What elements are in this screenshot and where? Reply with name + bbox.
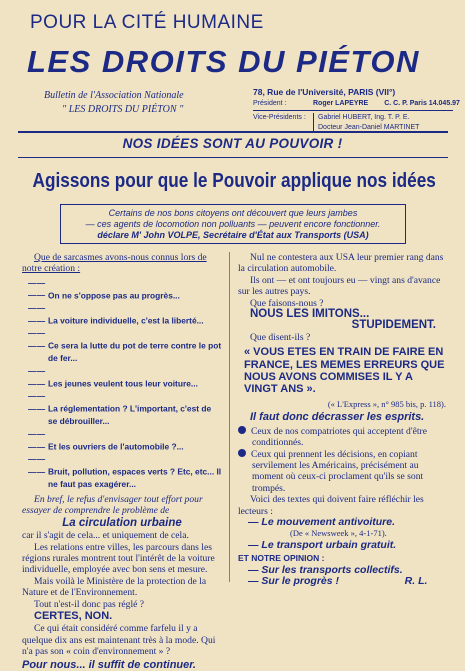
bulletin-line-2: " LES DROITS DU PIÉTON " bbox=[62, 104, 184, 115]
association-info bbox=[253, 88, 458, 132]
address: 78, Rue de l'Université, PARIS (VII°) bbox=[253, 87, 396, 97]
subhead-circulation: La circulation urbaine bbox=[62, 516, 182, 529]
caps-quote: « VOUS ETES EN TRAIN DE FAIRE EN FRANCE, LES MEMES ERREURS QUE NOUS AVONS COMMISES IL Y A VINGT ANS ». bbox=[244, 346, 445, 396]
bullet-item: Ceux de nos compatriotes qui acceptent d'être conditionnés. bbox=[238, 426, 446, 449]
slogan-divider bbox=[18, 157, 448, 158]
quote-line-1: Certains de nos bons citoyens ont découvert que leurs jambes bbox=[108, 208, 358, 218]
bullet-dot-icon bbox=[238, 426, 246, 434]
bulletin-line-1: Bulletin de l'Association Nationale bbox=[44, 90, 184, 101]
right-column bbox=[238, 252, 446, 587]
paragraph-voici: Voici des textes qui doivent faire réfléchir les lecteurs : bbox=[238, 494, 424, 517]
ccp-number: C. C. P. Paris 14.045.97 bbox=[384, 99, 460, 107]
left-column bbox=[22, 252, 222, 671]
slogan: NOS IDÉES SONT AU POUVOIR ! bbox=[122, 136, 343, 151]
president-row bbox=[253, 99, 458, 109]
transport-gratuit: — Le transport urbain gratuit. bbox=[248, 538, 397, 551]
paragraph-que-faisons: Que faisons-nous ? bbox=[250, 297, 324, 309]
list-item: — — — — Bruit, pollution, espaces verts ? Etc, etc... Il ne faut pas exagérer... bbox=[28, 454, 222, 490]
paragraph-mais: Mais voilà le Ministère de la protection de la Nature et de l'Environnement. bbox=[22, 575, 207, 599]
list-item: — — — — On ne s'oppose pas au progrès... bbox=[28, 277, 180, 301]
kicker-title: POUR LA CITÉ HUMAINE bbox=[30, 12, 264, 33]
paragraph-nul: Nul ne contestera aux USA leur premier rang dans la circulation automobile. bbox=[238, 252, 444, 275]
vice-presidents bbox=[253, 113, 458, 132]
sarcasm-list bbox=[22, 277, 222, 491]
paragraph-car: car il s'agit de cela... et uniquement de cela. bbox=[22, 530, 189, 542]
intro-text: Que de sarcasmes avons-nous connus lors de notre création : bbox=[22, 252, 207, 275]
sur-le-progres: — Sur le progrès ! R. L. bbox=[238, 576, 446, 587]
paragraph-ils: Ils ont — et ont toujours eu — vingt ans d'avance sur les autres pays. bbox=[238, 274, 441, 298]
decrasser-heading: Il faut donc décrasser les esprits. bbox=[250, 411, 425, 424]
sur-transports-collectifs: — Sur les transports collectifs. bbox=[248, 563, 403, 576]
info-divider bbox=[253, 110, 453, 111]
vp-2: Docteur Jean-Daniel MARTINET bbox=[318, 123, 420, 131]
paragraph-tout: Tout n'est-il donc pas réglé ? bbox=[34, 598, 145, 610]
nous-les-imitons: NOUS LES IMITONS... bbox=[250, 308, 370, 321]
vp-1: Gabriel HUBERT, Ing. T. P. E. bbox=[318, 114, 410, 121]
list-item: — — — — La réglementation ? L'important, c'est de se débrouiller... bbox=[28, 391, 212, 427]
list-item: — — — — Ce sera la lutte du pot de terre contre le pot de fer... bbox=[28, 328, 222, 364]
express-reference: (« L'Express », n° 985 bis, p. 118). bbox=[327, 398, 446, 409]
paragraph-ce: Ce qui était considéré comme farfelu il y a quelque dix ans est maintenant très à la mode. Qui n'a pas son « coin d'environnement » ? bbox=[22, 623, 216, 658]
bullet-dot-icon bbox=[238, 449, 246, 457]
paragraph-relations: Les relations entre villes, les parcours dans les régions rurales montrent tout l'intérêt de la voiture individuelle, employée avec bon sens et mesure. bbox=[22, 541, 215, 576]
quote-attribution: déclare M' John VOLPE, Secrétaire d'État aux Transports (USA) bbox=[97, 230, 369, 240]
quote-line-2: — ces agents de locomotion non polluants — peuvent encore fonctionner. bbox=[85, 219, 381, 229]
list-item: — — — — Et les ouvriers de l'automobile ?... bbox=[28, 428, 184, 452]
certes-non: CERTES, NON. bbox=[34, 609, 113, 622]
list-item: — — — — Les jeunes veulent tous leur voiture... bbox=[28, 365, 198, 389]
list-item: — — — — La voiture individuelle, c'est la liberté... bbox=[28, 303, 204, 326]
president-label: Président : bbox=[253, 99, 287, 107]
newsweek-reference: (De « Newsweek », 4-1-71). bbox=[290, 528, 387, 539]
stupidement: STUPIDEMENT. bbox=[351, 319, 436, 332]
mouvement-antivoiture: — Le mouvement antivoiture. bbox=[248, 515, 396, 528]
vp-label: Vice-Présidents : bbox=[253, 114, 306, 121]
bulletin-subtitle bbox=[44, 89, 254, 117]
paragraph-que-dit: Que disent-ils ? bbox=[250, 331, 311, 343]
quote-box bbox=[60, 204, 406, 244]
president-name: Roger LAPEYRE bbox=[313, 99, 369, 107]
headline: Agissons pour que le Pouvoir applique nos idées bbox=[32, 170, 436, 192]
author-initials: R. L. bbox=[404, 574, 428, 587]
bullet-item: Ceux qui prennent les décisions, en copiant servilement les Américains, précisément au moment où ceux-ci proclament qu'ils se sont trompés. bbox=[238, 449, 446, 495]
paragraph-bref: En bref, le refus d'envisager tout effort pour essayer de comprendre le problème de bbox=[22, 493, 203, 517]
column-divider bbox=[229, 252, 230, 582]
pour-nous: Pour nous... il suffit de continuer. bbox=[22, 658, 196, 671]
et-notre-opinion: ET NOTRE OPINION : bbox=[238, 553, 325, 564]
masthead-title: LES DROITS DU PIÉTON bbox=[27, 44, 420, 79]
header-divider bbox=[18, 131, 448, 133]
